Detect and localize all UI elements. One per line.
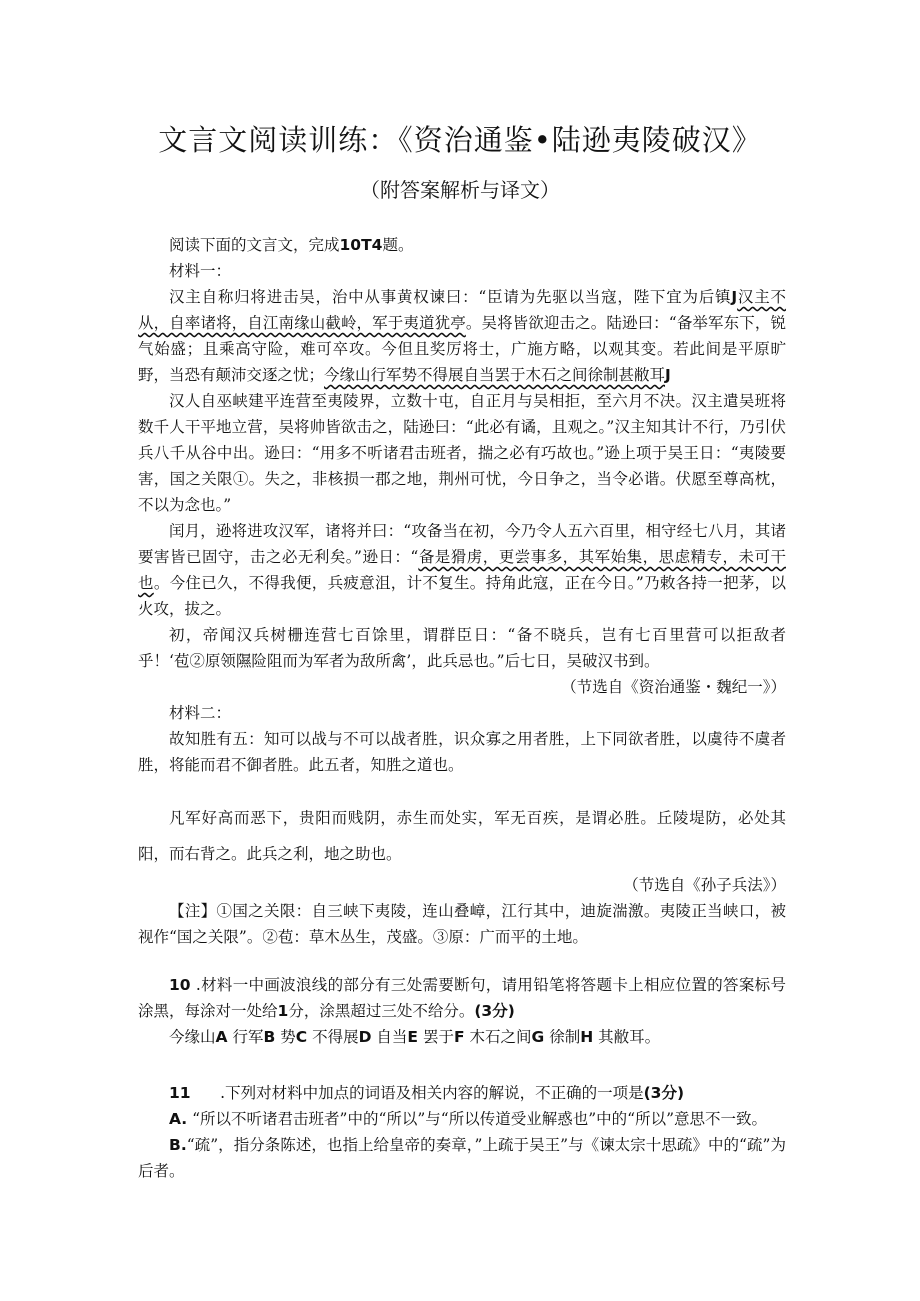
q10-option-mark[interactable]: G (531, 1028, 545, 1046)
q10-option-text: 自当 (376, 1028, 408, 1046)
material2-para2-wrap (138, 800, 786, 872)
q10-number: 10 (169, 976, 191, 994)
q11-score: (3分) (643, 1084, 685, 1102)
q10-option-mark[interactable]: B (263, 1028, 276, 1046)
question-11 (138, 1080, 786, 1106)
document-body (138, 232, 786, 1184)
q11-text: .下列对材料中加点的词语及相关内容的解说，不正确的一项是 (220, 1084, 644, 1102)
q10-option-text: 徐制 (549, 1028, 581, 1046)
note-text: ①国之关限：自三峡下夷陵，连山叠嶂，江行其中，迪旋湍激。夷陵正当峡口，被视作“国之关限”。②苞：草木丛生，茂盛。③原：广而平的土地。 (138, 902, 786, 946)
q10-option-mark[interactable]: H (580, 1028, 594, 1046)
q11-option-a-label: A. (169, 1110, 188, 1128)
question-10 (138, 972, 786, 1024)
q10-option-text: 行军 (232, 1028, 264, 1046)
q10-option-mark[interactable]: F (453, 1028, 465, 1046)
material1-paragraph-3 (138, 518, 786, 622)
note-paragraph (138, 898, 786, 950)
q10-point: 1 (277, 1002, 289, 1020)
q10-option-text: 今缘山 (169, 1028, 216, 1046)
p1-wavy-text: 汉主不从，自率诸将，自江南缘山截岭，军于夷道犹亭 (138, 288, 786, 332)
q10-text: .材料一中画波浪线的部分有三处需要断句，请用铅笔将答题卡上相应位置的答案标号涂黑，每涂对一处给 (138, 976, 786, 1020)
p1-mark: J (731, 288, 738, 306)
material2-paragraph-2: 凡军好高而恶下，贵阳而贱阴，赤生而处实，军无百疾，是谓必胜。丘陵堤防，必处其阳，而右背之。此兵之利，地之助也。 (138, 809, 786, 863)
q11-option-b (138, 1132, 786, 1184)
note-label: 【注】 (169, 902, 217, 920)
p3-text-b: 。今住已久，不得我便，兵疲意沮，计不复生。持角此寇，正在今日。”乃敕各持一把茅，以火攻，拔之。 (138, 574, 786, 618)
material1-paragraph-2: 汉人自巫峡建平连营至夷陵界，立数十屯，自正月与吴相拒，至六月不决。汉主遣吴班将数千人干平地立营，吴将帅皆欲击之，陆逊曰：“此必有谲，且观之。”汉主知其计不行，乃引伏兵八千从谷中出。逊曰：“用多不听诸君击班者，揣之必有巧故也。”逊上项于吴王日：“夷陵要害，国之关限①。失之，非核损一郡之地，荆州可忧，今日争之，当令必谐。伏愿至尊高枕，不以为念也。” (138, 392, 786, 514)
page-subtitle: （附答案解析与译文） (360, 178, 560, 202)
p1-end-mark: J (665, 366, 671, 384)
q10-option-mark[interactable]: A (215, 1028, 228, 1046)
q10-option-text: 不得展 (312, 1028, 359, 1046)
q10-option-text: 其敝耳。 (598, 1028, 661, 1046)
q10-option-mark[interactable]: C (295, 1028, 308, 1046)
intro-text: 阅读下面的文言文，完成 (169, 236, 340, 254)
q11-option-b-label: B. (169, 1136, 187, 1154)
material2-paragraph-1: 故知胜有五：知可以战与不可以战者胜，识众寡之用者胜，上下同欲者胜，以虞待不虞者胜，将能而君不御者胜。此五者，知胜之道也。 (138, 730, 786, 774)
material1-paragraph-4: 初，帝闻汉兵树栅连营七百馀里，谓群臣日：“备不晓兵，岂有七百里营可以拒敌者乎！‘苞②原领隰险阻而为军者为敌所禽’，此兵忌也。”后七日，吴破汉书到。 (138, 626, 786, 670)
material1-source: （节选自《资治通鉴・魏纪一》） (561, 678, 786, 696)
material2-heading: 材料二： (169, 704, 232, 722)
page-title: 文言文阅读训练：《资治通鉴•陆逊夷陵破汉》 (158, 123, 762, 157)
material1-heading: 材料一： (169, 262, 232, 280)
intro-suffix: 题。 (382, 236, 414, 254)
q10-score: (3分) (474, 1002, 515, 1020)
q10-option-text: 罢于 (422, 1028, 454, 1046)
q11-number: 11 (169, 1084, 191, 1102)
p1-wavy-text-2: 今缘山行军势不得展自当罢于木石之间徐制甚敝耳 (324, 366, 666, 384)
q11-option-a (138, 1106, 786, 1132)
p1-text-b: 。吴将皆欲迎击之。陆逊曰：“备举军东下，锐气始盛；且乘高守险，难可卒攻。今但且奖厉将士，广施方略，以观其变。若此间是平原旷野，当恐有颠沛交逐之忧； (138, 314, 786, 384)
intro-line (138, 232, 786, 258)
q11-option-a-text: “所以不听诸君击班者”中的“所以”与“所以传道受业解惑也”中的“所以”意思不一致。 (192, 1110, 768, 1128)
q10-option-mark[interactable]: E (407, 1028, 419, 1046)
p3-wavy-text: 备是猾虏，更尝事多，其军始集，思虑精专，未可干也 (138, 548, 786, 592)
q10-text-mid: 分，涂黑超过三处不给分。 (288, 1002, 475, 1020)
p3-text-a: 闰月，逊将进攻汉军，诸将并曰：“攻备当在初，今乃令人五六百里，相守经七八月，其诸要害皆已固守，击之必无利矣。”逊日：“ (138, 522, 786, 566)
q10-options (138, 1024, 786, 1050)
q10-option-text: 木石之间 (469, 1028, 532, 1046)
material1-paragraph-1 (138, 284, 786, 388)
q10-option-mark[interactable]: D (358, 1028, 372, 1046)
material2-source: （节选自《孙子兵法》） (623, 876, 786, 894)
q11-option-b-text: “疏”，指分条陈述，也指上给皇帝的奏章，”上疏于吴王”与《谏太宗十思疏》中的“疏”为后者。 (138, 1136, 786, 1180)
p1-text-a: 汉主自称归将进击吴，治中从事黄权谏曰：“臣请为先驱以当寇，陛下宜为后镇 (169, 288, 732, 306)
q10-option-text: 势 (280, 1028, 296, 1046)
question-range: 10T4 (339, 236, 383, 254)
